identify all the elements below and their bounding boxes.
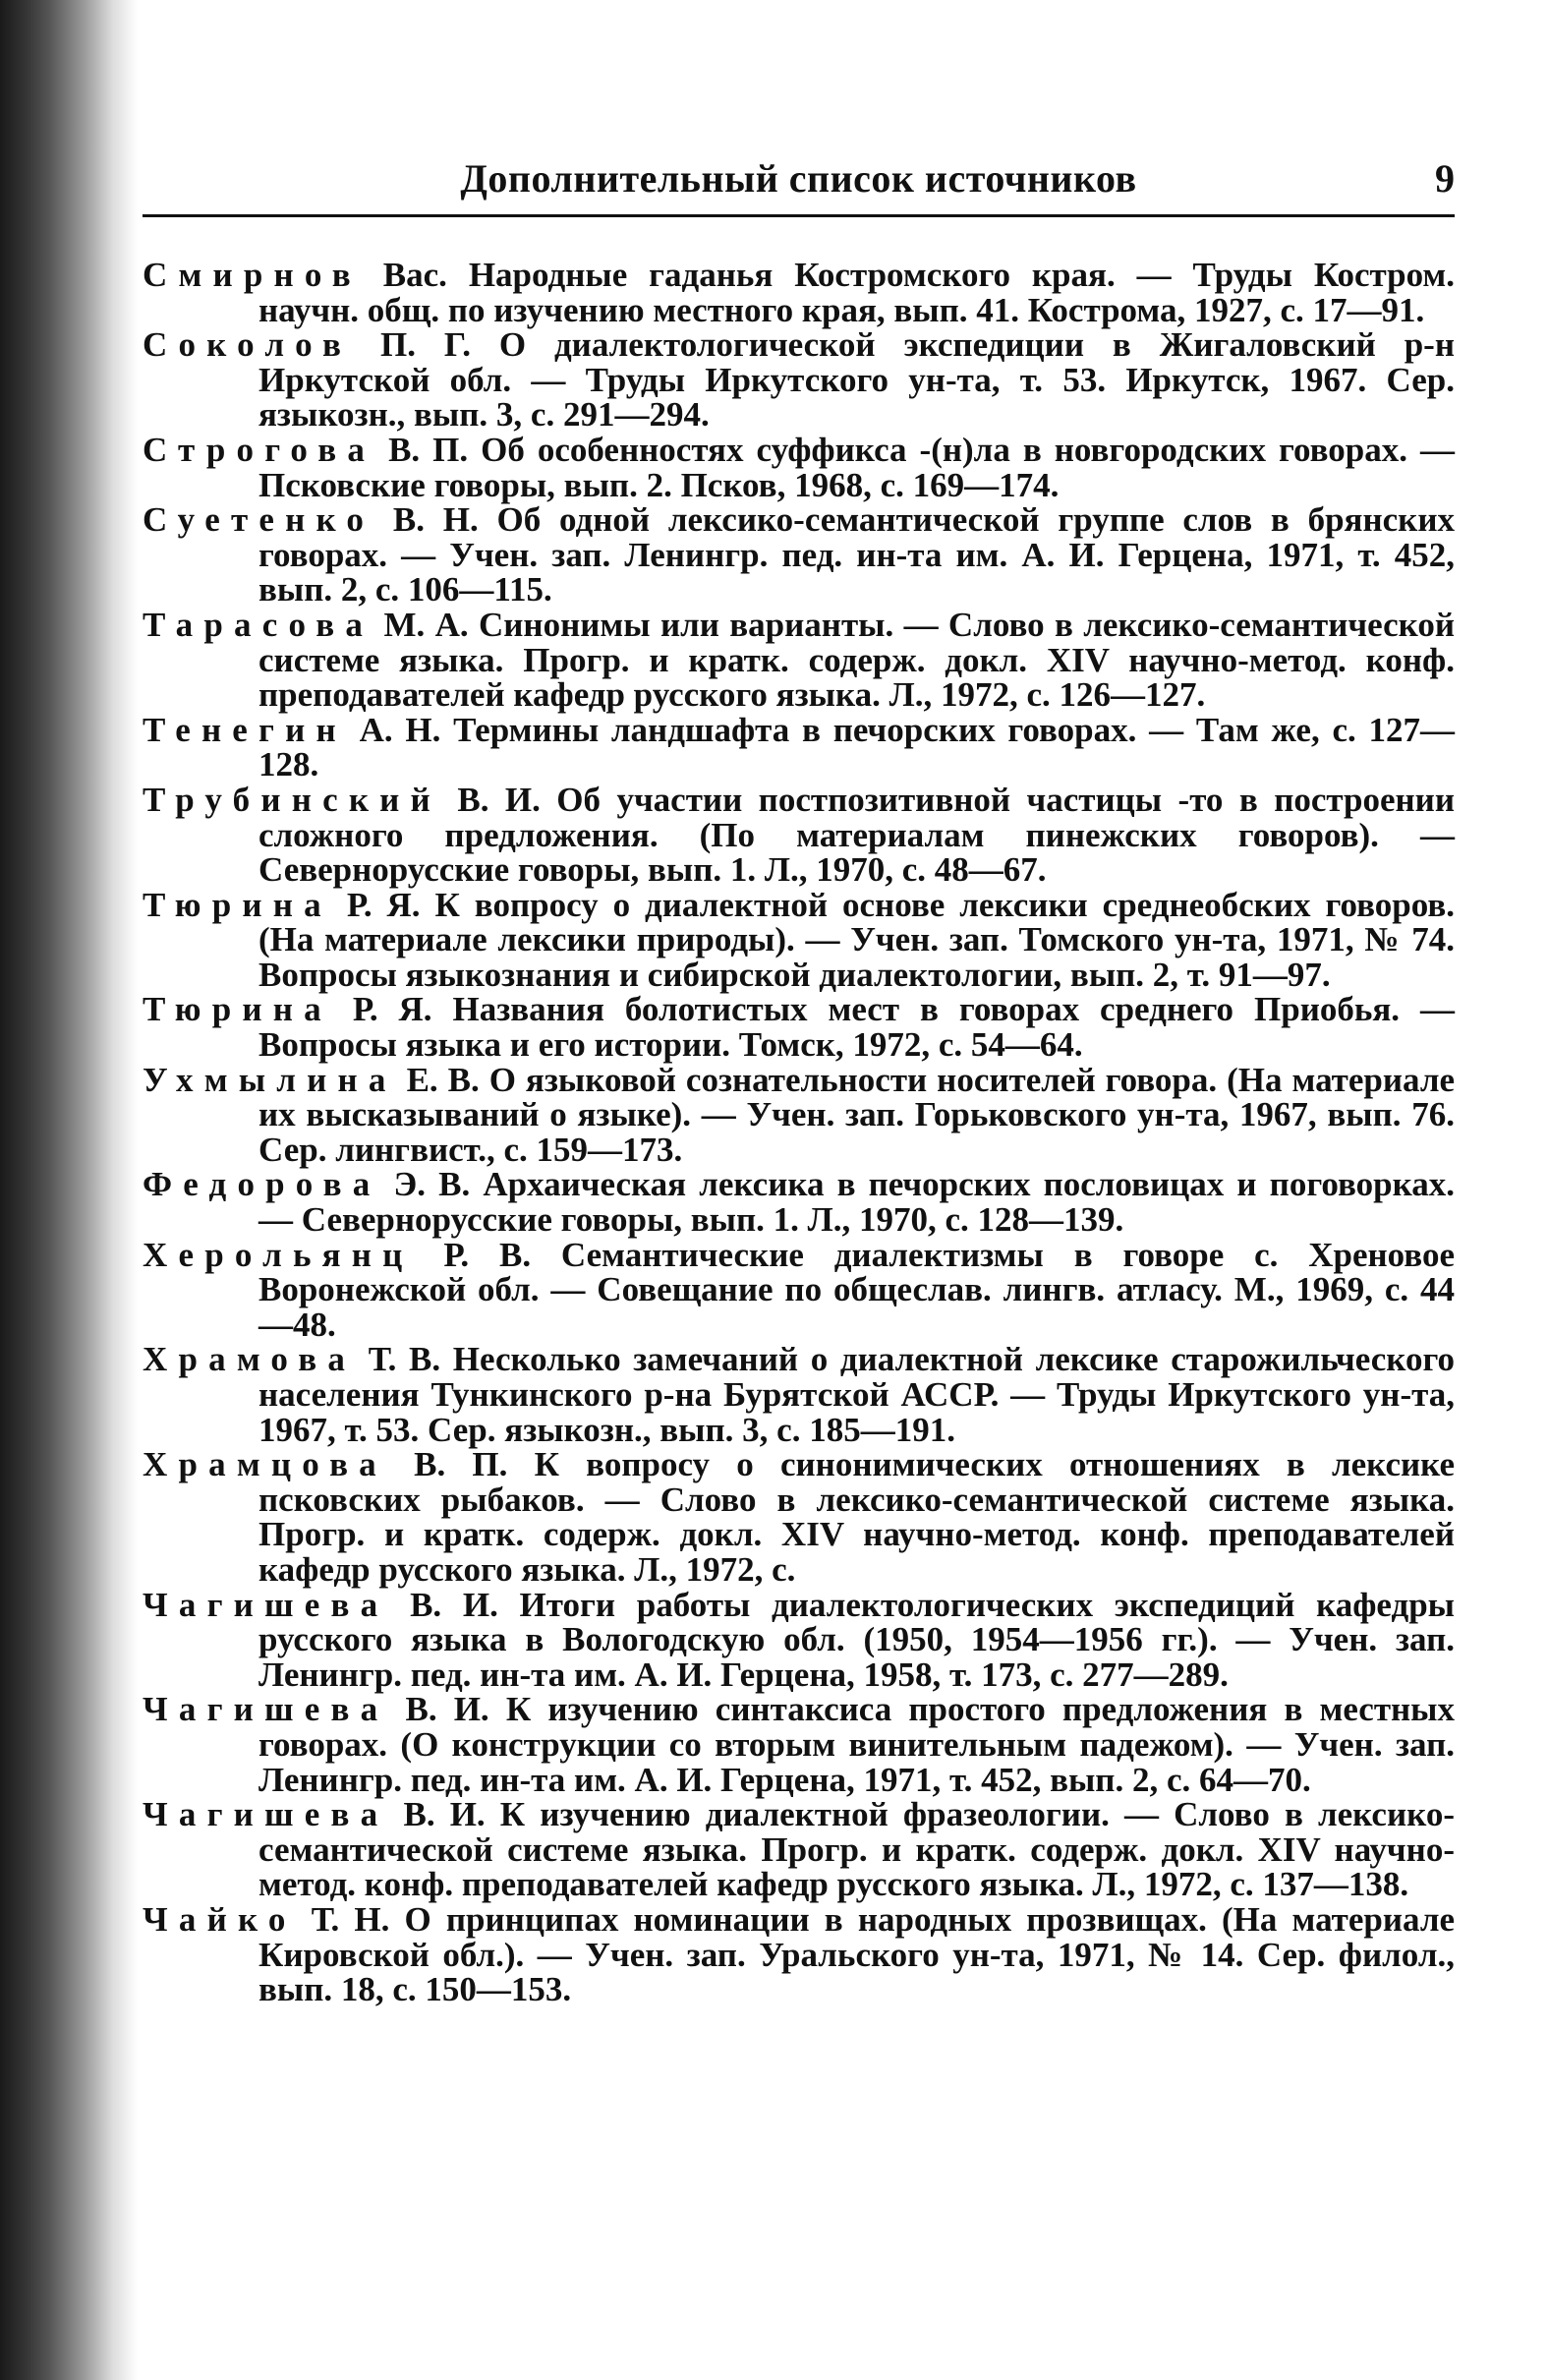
entry-text: В. И. К изучению диалектной фразеологии. — Слово в лексико-семантической системе языка. Прогр. и кратк. содерж. докл. XIV научно-метод. конф. преподавателей кафедр русского языка. Л., 1972, с. 137—138. [258,1795,1455,1904]
bibliography-entry [143,710,1455,784]
entry-author: Чагишева [143,1795,389,1834]
entry-author: Тюрина [143,885,332,924]
entry-author: Тенегин [143,710,347,749]
entry-author: Соколов [143,325,353,365]
bibliography-entry [143,1447,1455,1587]
entry-text: Э. В. Архаическая лексика в печорских пословицах и поговорках. — Севернорусские говоры, вып. 1. Л., 1970, с. 128—139. [258,1165,1456,1240]
entry-author: Тарасова [143,605,374,644]
entry-text: Е. В. О языковой сознательности носителей говора. (На материале их высказываний о языке). — Учен. зап. Горьковского ун-та, 1967, вып. 76. Сер. лингвист., с. 159—173. [258,1060,1456,1169]
entry-text: Р. Я. К вопросу о диалектной основе лексики среднеобских говоров. (На материале лексики природы). — Учен. зап. Томского ун-та, 1971, № 74. Вопросы языкознания и сибирской диалектологии, вып. 2, т. 91—97. [258,885,1456,994]
entry-text: В. И. Итоги работы диалектологических экспедиций кафедры русского языка в Вологодскую обл. (1950, 1954—1956 гг.). — Учен. зап. Ленингр. пед. ин-та им. А. И. Герцена, 1958, т. 173, с. 277—289. [258,1585,1455,1694]
bibliography-entry [143,1342,1455,1447]
entry-text: Р. В. Семантические диалектизмы в говоре с. Хреновое Воронежской обл. — Совещание по общеслав. лингв. атласу. М., 1969, с. 44—48. [258,1235,1456,1344]
bibliography-entry [143,430,1455,504]
entry-author: Трубинский [143,780,441,819]
entry-author: Суетенко [143,500,375,540]
entry-author: Чайко [143,1899,297,1939]
page-title: Дополнительный список источников [460,156,1137,201]
entry-text: В. П. Об особенностях суффикса -(н)ла в новгородских говорах. — Псковские говоры, вып. 2. Псков, 1968, с. 169—174. [258,430,1455,504]
bibliography-entry [143,780,1456,890]
entry-author: Храмова [143,1340,357,1379]
bibliography-entry [143,990,1455,1065]
entry-author: Тюрина [143,990,332,1029]
bibliography-entry [143,327,1455,433]
entry-text: А. Н. Термины ландшафта в печорских говорах. — Там же, с. 127—128. [258,710,1455,784]
bibliography-entry [143,885,1456,994]
header-rule [143,214,1455,217]
bibliography-entry [143,1692,1455,1797]
bibliography-entry [143,1060,1456,1169]
entry-text: В. И. К изучению синтаксиса простого предложения в местных говорах. (О конструкции со вторым винительным падежом). — Учен. зап. Ленингр. пед. ин-та им. А. И. Герцена, 1971, т. 452, вып. 2, с. 64—70. [258,1690,1455,1799]
entry-text: В. П. К вопросу о синонимических отношениях в лексике псковских рыбаков. — Слово в лексико-семантической системе языка. Прогр. и кратк. содерж. докл. XIV научно-метод. конф. преподавателей кафедр русского языка. Л., 1972, с. [258,1445,1456,1589]
bibliography-list [143,258,1455,2007]
entry-text: Р. Я. Названия болотистых мест в говорах среднего Приобья. — Вопросы языка и его истории. Томск, 1972, с. 54—64. [258,990,1455,1065]
bibliography-entry [143,258,1455,327]
entry-text: Вас. Народные гаданья Костромского края. — Труды Костром. научн. общ. по изучению местного края, вып. 41. Кострома, 1927, с. 17—91. [258,256,1455,329]
entry-text: М. А. Синонимы или варианты. — Слово в лексико-семантической системе языка. Прогр. и кратк. содерж. докл. XIV научно-метод. конф. преподавателей кафедр русского языка. Л., 1972, с. 126—127. [258,605,1455,715]
entry-author: Ухмылина [143,1060,397,1099]
entry-author: Чагишева [143,1585,389,1624]
entry-text: Т. В. Несколько замечаний о диалектной лексике старожильческого населения Тункинского р-на Бурятской АССР. — Труды Иркутского ун-та, 1967, т. 53. Сер. языкозн., вып. 3, с. 185—191. [258,1340,1455,1449]
entry-author: Федорова [143,1165,381,1204]
entry-text: В. Н. Об одной лексико-семантической группе слов в брянских говорах. — Учен. зап. Ленингр. пед. ин-та им. А. И. Герцена, 1971, т. 452, вып. 2, с. 106—115. [258,500,1455,610]
bibliography-entry [143,1899,1456,2009]
page-number: 9 [1435,156,1455,201]
entry-author: Храмцова [143,1445,387,1484]
entry-author: Херольянц [143,1235,414,1274]
entry-text: П. Г. О диалектологической экспедиции в Жигаловский р-н Иркутской обл. — Труды Иркутского ун-та, т. 53. Иркутск, 1967. Сер. языкозн., вып. 3, с. 291—294. [258,325,1455,435]
bibliography-entry [143,1235,1456,1344]
bibliography-entry [143,1585,1455,1694]
entry-author: Строгова [143,430,376,469]
bibliography-entry [143,502,1455,608]
entry-text: В. И. Об участии постпозитивной частицы -то в построении сложного предложения. (По материалам пинежских говоров). — Севернорусские говоры, вып. 1. Л., 1970, с. 48—67. [258,780,1456,890]
entry-text: Т. Н. О принципах номинации в народных прозвищах. (На материале Кировской обл.). — Учен. зап. Уральского ун-та, 1971, № 14. Сер. филол., вып. 18, с. 150—153. [258,1899,1456,2009]
page-binding-shadow [0,0,138,2380]
entry-author: Чагишева [143,1690,389,1729]
bibliography-entry [143,605,1455,715]
running-header [143,155,1455,214]
bibliography-entry [143,1165,1456,1240]
bibliography-entry [143,1797,1455,1902]
entry-author: Смирнов [143,256,362,294]
